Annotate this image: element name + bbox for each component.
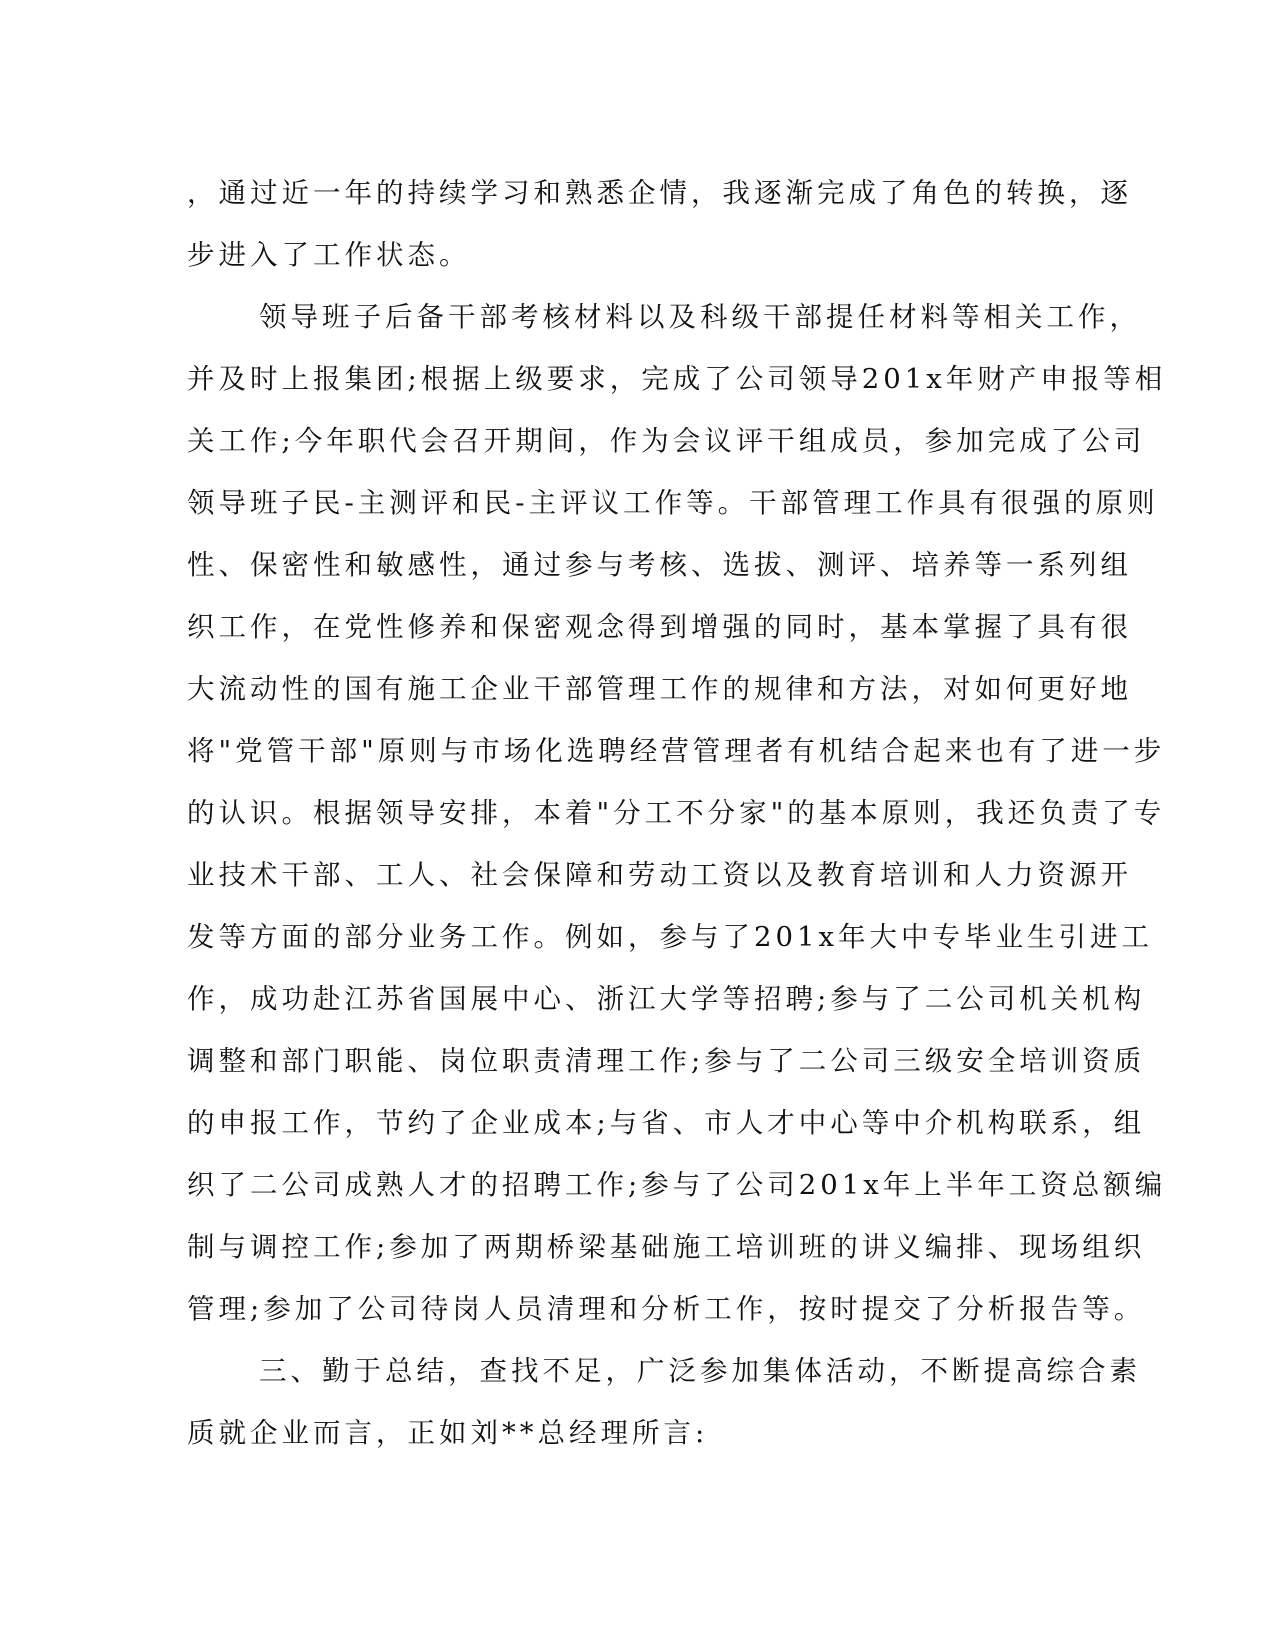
text-line: 领导班子后备干部考核材料以及科级干部提任材料等相关工作， [259,301,1141,333]
text-line: 的认识。根据领导安排，本着"分工不分家"的基本原则，我还负责了专 [187,797,1166,829]
text-line: 作，成功赴江苏省国展中心、浙江大学等招聘;参与了二公司机关机构 [187,983,1146,1015]
text-line: 织了二公司成熟人才的招聘工作;参与了公司201x年上半年工资总额编 [187,1169,1167,1201]
text-line: 业技术干部、工人、社会保障和劳动工资以及教育培训和人力资源开 [187,859,1132,891]
section-heading-line: 三、勤于总结，查找不足，广泛参加集体活动，不断提高综合素 [259,1355,1141,1387]
text-line: 步进入了工作状态。 [187,239,471,271]
text-line: 调整和部门职能、岗位职责清理工作;参与了二公司三级安全培训资质 [187,1045,1146,1077]
text-line: 关工作;今年职代会召开期间，作为会议评干组成员，参加完成了公司 [187,425,1146,457]
body-text [187,162,1167,1464]
text-line: ，通过近一年的持续学习和熟悉企情，我逐渐完成了角色的转换，逐 [187,177,1132,209]
text-line: 将"党管干部"原则与市场化选聘经营管理者有机结合起来也有了进一步 [187,735,1166,767]
text-line: 管理;参加了公司待岗人员清理和分析工作，按时提交了分析报告等。 [187,1293,1146,1325]
text-line: 的申报工作，节约了企业成本;与省、市人才中心等中介机构联系，组 [187,1107,1146,1139]
text-line: 制与调控工作;参加了两期桥梁基础施工培训班的讲义编排、现场组织 [187,1231,1146,1263]
text-line: 织工作，在党性修养和保密观念得到增强的同时，基本掌握了具有很 [187,611,1132,643]
text-line: 性、保密性和敏感性，通过参与考核、选拔、测评、培养等一系列组 [187,549,1132,581]
text-line: 并及时上报集团;根据上级要求，完成了公司领导201x年财产申报等相 [187,363,1167,395]
text-line: 大流动性的国有施工企业干部管理工作的规律和方法，对如何更好地 [187,673,1132,705]
text-line: 质就企业而言，正如刘**总经理所言: [187,1417,709,1449]
text-line: 发等方面的部分业务工作。例如，参与了201x年大中专毕业生引进工 [187,921,1153,953]
text-line: 领导班子民-主测评和民-主评议工作等。干部管理工作具有很强的原则 [187,487,1159,519]
